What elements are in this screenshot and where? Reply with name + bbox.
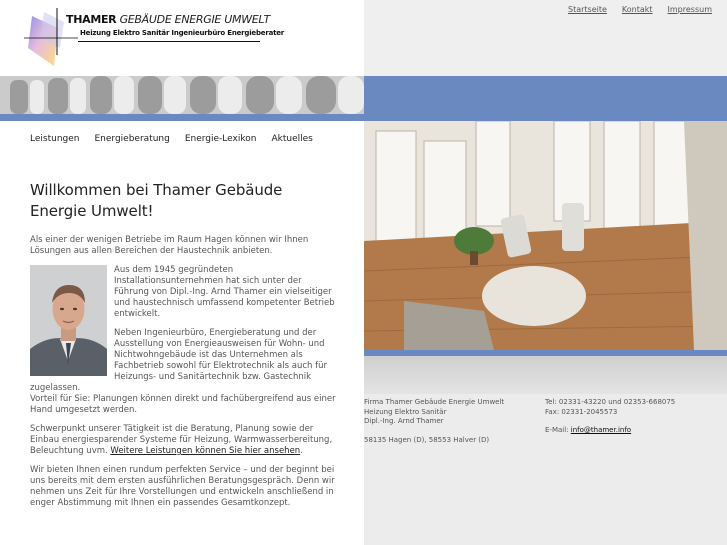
company-address (364, 398, 504, 445)
banner-blue-panel (364, 76, 727, 114)
history-text: Aus dem 1945 gegründeten Installationsunternehmen hat sich unter der Führung von Dipl.-Ing. Arnd Thamer ein vielseitiger und haustechnisch umfassend kompetenter Betrieb entwickelt. (114, 265, 335, 319)
advantage-text: Vorteil für Sie: Planungen können direkt und fachübergreifend aus einer Hand umgesetzt werden. (30, 394, 336, 415)
main-content (30, 180, 336, 517)
phone-line: Tel: 02331-43220 und 02353-668075 (545, 398, 676, 406)
top-link-startseite[interactable]: Startseite (567, 5, 607, 14)
header (0, 0, 364, 76)
nav-item-energie-lexikon[interactable]: Energie-Lexikon (184, 134, 257, 144)
logo-subtitle: Heizung Elektro Sanitär Ingenieurbüro Energieberater (80, 29, 285, 37)
top-link-kontakt[interactable]: Kontakt (621, 5, 653, 14)
intro-text: Als einer der wenigen Betriebe im Raum Hagen können wir Ihnen Lösungen aus allen Bereichen der Haustechnik anbieten. (30, 235, 309, 256)
main-nav (30, 134, 313, 144)
address-line: 58135 Hagen (D), 58553 Halver (D) (364, 435, 490, 444)
nav-item-energieberatung[interactable]: Energieberatung (94, 134, 170, 144)
fax-line: Fax: 02331-2045573 (545, 407, 618, 416)
email-label: E-Mail: (545, 426, 571, 434)
top-links (568, 5, 712, 14)
page-title: Willkommen bei Thamer Gebäude Energie Umwelt! (30, 181, 283, 220)
nav-item-leistungen[interactable]: Leistungen (30, 134, 80, 144)
email-line (545, 426, 675, 436)
portrait-image (30, 265, 107, 376)
company-contact (545, 398, 675, 436)
company-name: THAMER (66, 13, 117, 26)
focus-text-body: Schwerpunkt unserer Tätigkeit ist die Beratung, Planung sowie der Einbau energiesparender Systeme für Heizung, Warmwasserbereitung, Beleuchtung uvm. (30, 424, 333, 456)
logo-title (66, 13, 270, 26)
email-link[interactable]: info@thamer.info (570, 426, 632, 434)
service-text: Wir bieten Ihnen einen rundum perfekten Service – und der beginnt bei uns bereits mit dem ersten ausführlichen Beratungsgespräch. Denn wir nehmen uns Zeit für Ihre Vorstellungen und entwickeln anschließend in enger Abstimmung mit Ihnen ein passendes Gesamtkonzept. (30, 465, 335, 508)
nav-item-aktuelles[interactable]: Aktuelles (271, 134, 313, 144)
header-right-panel (364, 0, 727, 76)
company-tagline: GEBÄUDE ENERGIE UMWELT (119, 13, 270, 26)
interior-photo (364, 121, 727, 350)
accent-stripe (0, 114, 727, 121)
logo-divider (78, 41, 260, 42)
photo-reflection (364, 356, 727, 394)
company-line-2: Heizung Elektro Sanitär (364, 407, 447, 416)
company-line-1: Firma Thamer Gebäude Energie Umwelt (364, 398, 505, 406)
company-line-3: Dipl.-Ing. Arnd Thamer (364, 417, 444, 425)
banner-image (0, 76, 364, 114)
top-link-impressum[interactable]: Impressum (667, 5, 712, 14)
more-services-link[interactable]: Weitere Leistungen können Sie hier ansehen (110, 446, 301, 456)
services-text: Neben Ingenieurbüro, Energieberatung und der Ausstellung von Energieausweisen für Wohn- und Nichtwohngebäude ist das Unternehmen als Fachbetrieb sowohl für Elektrotechnik als auch für Heizungs- und Sanitärtechnik bzw. Gastechnik zugelassen. (30, 328, 327, 393)
focus-text: Schwerpunkt unserer Tätigkeit ist die Beratung, Planung sowie der Einbau energiesparender Systeme für Heizung, Warmwasserbereitung, Beleuchtung uvm. Weitere Leistungen können Sie hier ansehen. (30, 424, 333, 456)
